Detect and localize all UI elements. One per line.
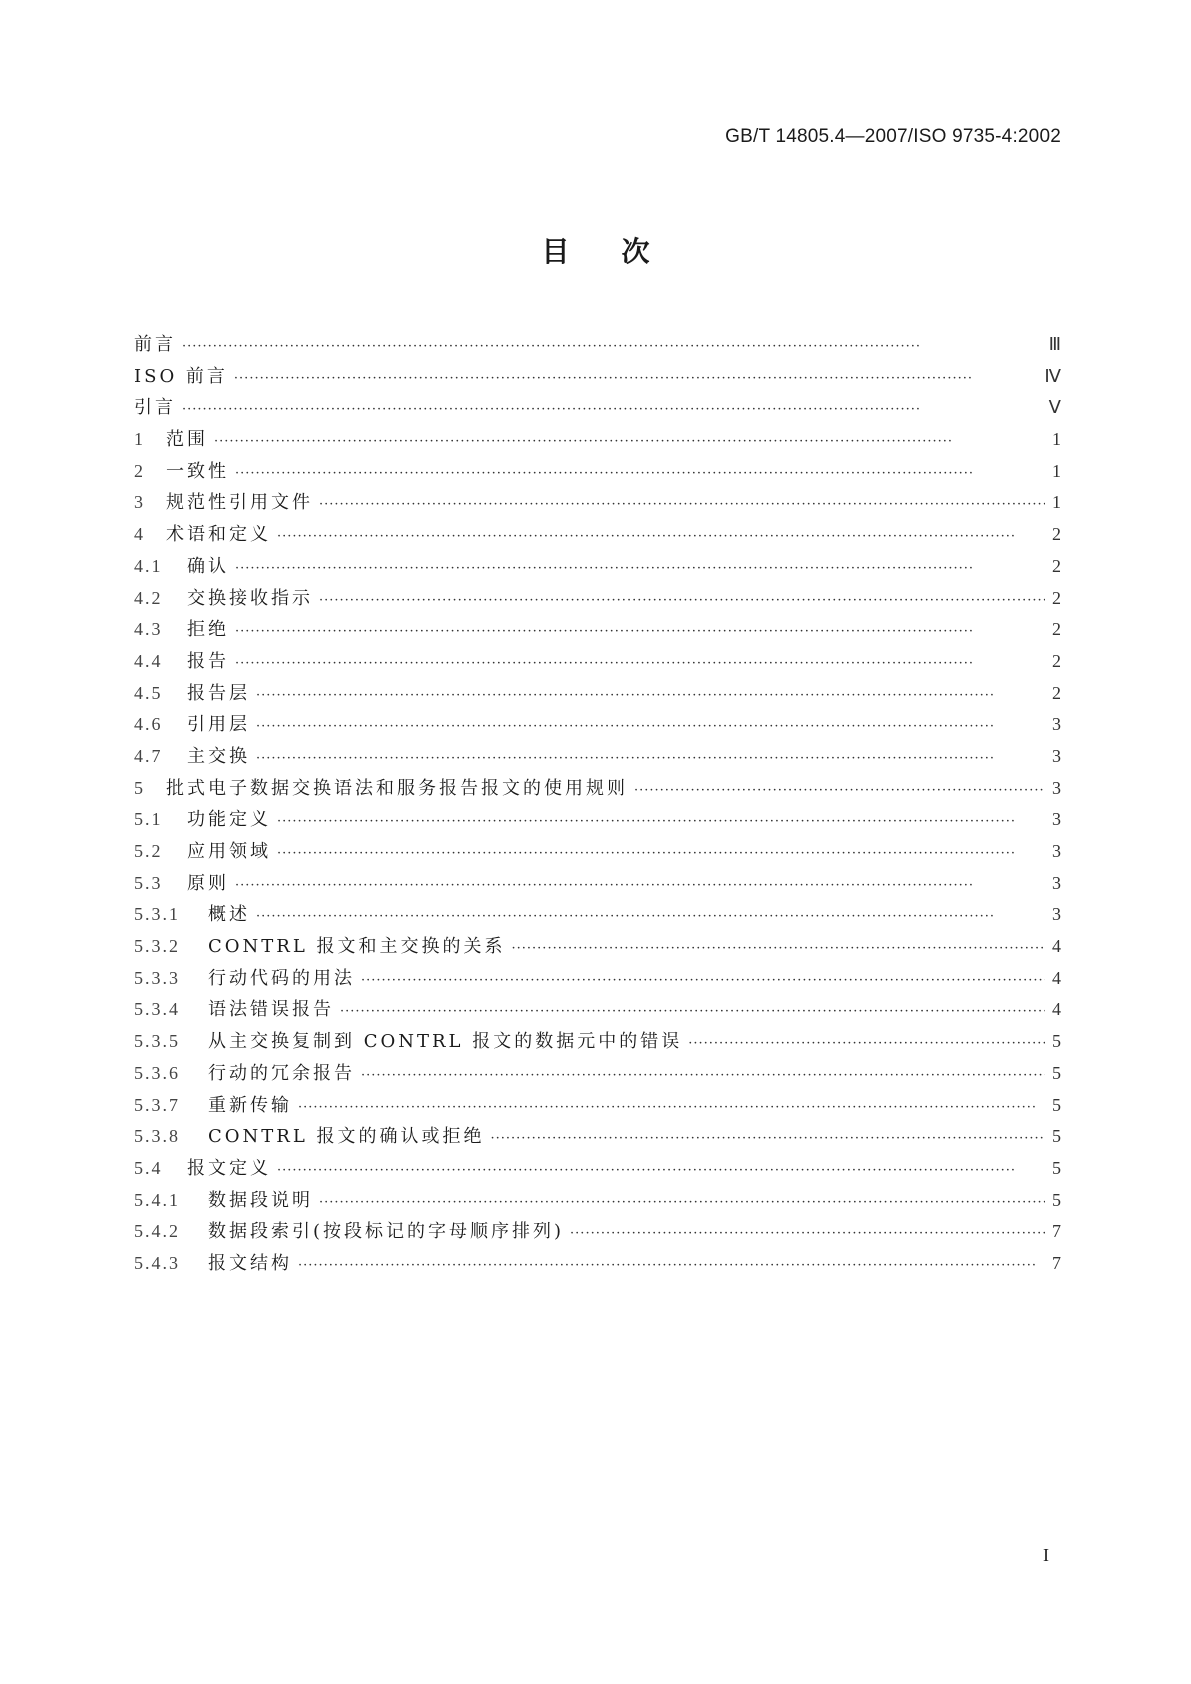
toc-entry-number: 4: [134, 524, 145, 545]
toc-entry-title: 应用领域: [187, 841, 271, 862]
toc-entry-number: 5.1: [134, 809, 163, 830]
toc-entry-number: 4.6: [134, 714, 163, 735]
toc-entry-title: 拒绝: [187, 619, 229, 641]
dot-leader: [256, 719, 1045, 734]
toc-entry-page: 3: [1052, 714, 1061, 735]
toc-entry[interactable]: [134, 425, 1061, 457]
toc-entry-page: 3: [1052, 841, 1061, 861]
toc-entry-page: 1: [1052, 460, 1061, 481]
toc-entry-title: 概述: [208, 904, 250, 926]
toc-entry[interactable]: [134, 1249, 1061, 1281]
toc-entry-title: 报文结构: [208, 1252, 292, 1274]
toc-entry-number: 4.3: [134, 619, 163, 640]
dot-leader: [361, 973, 1045, 988]
dot-leader: [234, 371, 1038, 386]
toc-entry-page: Ⅲ: [1048, 334, 1061, 354]
toc-entry-number: 5.3.4: [134, 999, 180, 1020]
toc-entry-page: Ⅴ: [1048, 397, 1061, 418]
toc-entry-title: 规范性引用文件: [166, 492, 313, 514]
dot-leader: [512, 941, 1045, 956]
toc-entry-title: 交换接收指示: [187, 587, 313, 609]
toc-entry-title: 功能定义: [187, 809, 271, 831]
toc-entry-number: 4.7: [134, 745, 163, 766]
toc-entry-title: CONTRL 报文和主交换的关系: [208, 936, 506, 958]
toc-entry-title: 行动的冗余报告: [208, 1062, 355, 1084]
toc-entry-title: 原则: [187, 872, 229, 894]
standard-code-header: GB/T 14805.4—2007/ISO 9735-4:2002: [725, 126, 1061, 147]
toc-entry[interactable]: [134, 393, 1061, 425]
toc-entry-number: 5.4.2: [134, 1221, 180, 1242]
toc-entry[interactable]: [134, 1059, 1061, 1091]
toc-entry-number: 5: [134, 777, 145, 798]
dot-leader: [570, 1226, 1045, 1241]
dot-leader: [340, 1004, 1045, 1019]
dot-leader: [235, 561, 1045, 576]
toc-entry-number: 5.3.3: [134, 967, 180, 988]
toc-entry[interactable]: [134, 584, 1061, 616]
toc-entry-title: 报告: [187, 650, 229, 672]
toc-entry-title: 报文定义: [187, 1157, 271, 1179]
toc-entry-title: 引言: [134, 397, 176, 419]
toc-entry[interactable]: [134, 647, 1061, 679]
toc-entry-page: 3: [1052, 777, 1061, 798]
toc-entry-number: 4.5: [134, 682, 163, 703]
toc-entry[interactable]: [134, 457, 1061, 489]
toc-entry-page: 4: [1052, 999, 1061, 1020]
dot-leader: [277, 814, 1045, 829]
toc-entry-title: 数据段索引(按段标记的字母顺序排列): [208, 1221, 565, 1243]
toc-entry-title: 术语和定义: [166, 524, 271, 546]
dot-leader: [235, 466, 1045, 481]
dot-leader: [256, 688, 1045, 703]
toc-entry-number: 4.1: [134, 555, 163, 576]
toc-entry-title: 从主交换复制到 CONTRL 报文的数据元中的错误: [208, 1031, 683, 1053]
toc-entry[interactable]: [134, 615, 1061, 647]
toc-entry-page: 5: [1052, 1031, 1061, 1052]
toc-entry-title: 一致性: [166, 460, 229, 482]
toc-entry[interactable]: [134, 995, 1061, 1027]
dot-leader: [319, 1195, 1045, 1210]
toc-entry-title: 报告层: [187, 682, 250, 704]
dot-leader: [688, 1036, 1045, 1051]
toc-entry[interactable]: [134, 679, 1061, 711]
toc-entry-number: 5.4: [134, 1157, 163, 1178]
dot-leader: [235, 878, 1045, 893]
toc-entry-number: 5.3.1: [134, 904, 180, 925]
toc-entry-page: 2: [1052, 619, 1061, 640]
toc-entry[interactable]: [134, 742, 1061, 774]
toc-entry[interactable]: [134, 710, 1061, 742]
toc-entry[interactable]: [134, 330, 1061, 362]
table-of-contents: [134, 330, 1061, 1281]
toc-entry-page: 2: [1052, 555, 1061, 576]
toc-entry[interactable]: [134, 362, 1061, 394]
toc-entry[interactable]: [134, 774, 1061, 806]
dot-leader: [235, 656, 1045, 671]
toc-entry-page: 5: [1052, 1062, 1061, 1083]
dot-leader: [182, 339, 1043, 354]
toc-entry[interactable]: [134, 520, 1061, 552]
toc-entry-number: 5.2: [134, 841, 163, 861]
dot-leader: [277, 529, 1045, 544]
toc-entry-page: Ⅳ: [1044, 365, 1061, 386]
toc-entry[interactable]: [134, 1154, 1061, 1186]
toc-entry-number: 4.2: [134, 587, 163, 608]
toc-entry-number: 1: [134, 429, 145, 450]
toc-entry[interactable]: [134, 552, 1061, 584]
dot-leader: [361, 1068, 1045, 1083]
dot-leader: [298, 1258, 1045, 1273]
toc-entry-page: 4: [1052, 967, 1061, 988]
toc-entry-title: 批式电子数据交换语法和服务报告报文的使用规则: [166, 777, 628, 799]
dot-leader: [491, 1131, 1045, 1146]
toc-entry-page: 1: [1052, 429, 1061, 450]
toc-entry-page: 5: [1052, 1189, 1061, 1210]
toc-entry[interactable]: [134, 488, 1061, 520]
toc-entry-number: 5.3.7: [134, 1094, 180, 1115]
toc-entry-number: 5.4.3: [134, 1252, 180, 1273]
dot-leader: [256, 909, 1045, 924]
toc-entry[interactable]: [134, 1091, 1061, 1123]
toc-entry[interactable]: [134, 964, 1061, 996]
toc-entry-title: ISO 前言: [134, 365, 228, 387]
toc-entry[interactable]: [134, 932, 1061, 964]
dot-leader: [214, 434, 1045, 449]
toc-entry-number: 4.4: [134, 650, 163, 671]
toc-entry-title: 引用层: [187, 714, 250, 736]
toc-entry-number: 5.3.2: [134, 936, 180, 957]
toc-entry-page: 3: [1052, 904, 1061, 925]
dot-leader: [277, 1163, 1045, 1178]
toc-entry-page: 7: [1052, 1252, 1061, 1273]
toc-entry-title: 前言: [134, 334, 176, 355]
toc-entry-title: CONTRL 报文的确认或拒绝: [208, 1126, 485, 1148]
toc-entry-page: 1: [1052, 492, 1061, 513]
dot-leader: [182, 402, 1043, 417]
toc-entry-page: 5: [1052, 1126, 1061, 1147]
toc-entry-page: 5: [1052, 1094, 1061, 1115]
dot-leader: [319, 593, 1045, 608]
dot-leader: [256, 751, 1045, 766]
toc-entry-number: 5.3.5: [134, 1031, 180, 1052]
toc-entry-page: 4: [1052, 936, 1061, 957]
toc-entry-number: 2: [134, 460, 145, 481]
toc-entry-title: 重新传输: [208, 1094, 292, 1116]
dot-leader: [277, 846, 1045, 861]
toc-entry-title: 范围: [166, 429, 208, 451]
toc-entry-page: 2: [1052, 650, 1061, 671]
toc-entry[interactable]: [134, 1122, 1061, 1154]
toc-entry-number: 5.4.1: [134, 1189, 180, 1210]
toc-entry[interactable]: [134, 1186, 1061, 1218]
toc-entry-page: 2: [1052, 524, 1061, 545]
page-title: 目次: [541, 235, 702, 268]
toc-entry-number: 5.3: [134, 872, 163, 893]
toc-entry-page: 2: [1052, 682, 1061, 703]
dot-leader: [319, 497, 1045, 512]
toc-entry[interactable]: [134, 1027, 1061, 1059]
toc-entry-page: 5: [1052, 1157, 1061, 1178]
dot-leader: [298, 1100, 1045, 1115]
toc-entry-title: 行动代码的用法: [208, 967, 355, 989]
toc-entry-title: 语法错误报告: [208, 999, 334, 1021]
toc-entry[interactable]: [134, 1217, 1061, 1249]
toc-entry-title: 主交换: [187, 745, 250, 767]
toc-entry-page: 7: [1052, 1221, 1061, 1242]
toc-entry-page: 3: [1052, 809, 1061, 830]
toc-entry-page: 3: [1052, 872, 1061, 893]
toc-entry-title: 数据段说明: [208, 1189, 313, 1211]
toc-entry[interactable]: [134, 900, 1061, 932]
toc-entry-page: 3: [1052, 745, 1061, 766]
toc-entry[interactable]: [134, 837, 1061, 869]
dot-leader: [634, 783, 1045, 798]
toc-entry[interactable]: [134, 869, 1061, 901]
dot-leader: [235, 624, 1045, 639]
toc-entry-title: 确认: [187, 555, 229, 577]
toc-entry-number: 3: [134, 492, 145, 513]
toc-entry-page: 2: [1052, 587, 1061, 608]
toc-entry[interactable]: [134, 805, 1061, 837]
toc-entry-number: 5.3.8: [134, 1126, 180, 1147]
toc-entry-number: 5.3.6: [134, 1062, 180, 1083]
page-number: I: [1043, 1545, 1049, 1565]
